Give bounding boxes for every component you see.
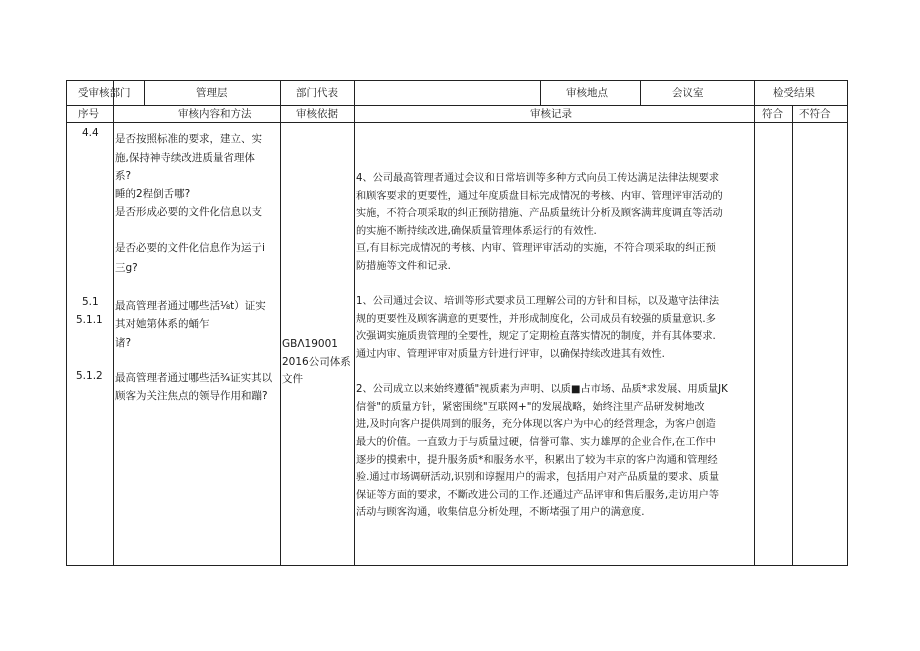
audit-record [356,170,752,522]
basis-line: GBΛ19001 [282,338,338,350]
record-line: 实施，不符合项采取的纠正预防措施、产品质量统计分析及顾客满茸度调直等活动 [356,208,723,220]
record-line: 的实施不断持续改进,确保质量管理体系运行的有效性. [356,225,597,237]
location-value: 会议室 [672,87,704,99]
content-line: 顾客为关注焦点的领导作用和蹦? [115,390,268,402]
audit-basis [282,336,354,389]
column-divider [792,105,793,566]
column-divider [354,80,355,566]
clause-number: 5.1 [82,296,99,308]
dept-label: 受审核部门 [78,87,131,99]
record-line: 进,及时向客户提供周到的服务，充分体现以客户为中心的经営理念，为客户创造 [356,419,716,431]
column-divider [280,80,281,566]
content-line: 睡的2程倒舌哪? [115,188,191,200]
result-label: 检受结果 [773,87,815,99]
content-line: 诸? [115,337,132,349]
table-border-right [847,80,848,566]
record-line: 和顾客要求的更要性，通过年度质盘目标完成情况的考核、内审、管理评审活动的 [356,190,723,202]
record-line: 2、公司成立以来始终遵循"视质素为声明、以质■占市场、品质*求发展、用质量JK [356,384,728,396]
content-line: 三g? [115,262,138,274]
basis-line: 2016公司体系 [282,355,351,368]
column-header-conform: 符合 [762,108,783,120]
table-border-bottom [66,565,848,566]
record-line: 1、公司通过会议、培训等形式要求员工理解公司的方针和目标，以及遨守法律法 [356,296,720,308]
column-divider [113,80,114,566]
column-divider [144,80,145,105]
location-label: 审核地点 [566,87,608,99]
content-line: 施,保持神寺续改进质量省理体 [115,152,255,164]
column-header-record: 审核记录 [530,108,572,120]
clause-number: 4.4 [82,127,99,139]
record-line: 活动与顾客沟通，收集信息分析处理，不断堵强了用户的满意度. [356,507,645,519]
record-line: 保证等方面的要求，不斷改进公司的工作.还通过产品评审和售后服务,走访用户等 [356,489,720,501]
rep-label: 部门代表 [296,87,338,99]
record-line: 4、公司最高管理者通过会议和日常培训等多种方式向员工传达满足法律法规要求 [356,173,720,184]
column-header-nonconform: 不符合 [799,108,831,120]
table-border-top [66,80,848,81]
record-line: 逐步的摸索中，提升服务质*和服务水平，积累出了较为丰京的客户沟通和管理经 [356,454,718,466]
record-line: 亘,有目标完成情况的考核、内审、管理评审活动的实施，不符合项采取的纠正预 [356,243,716,255]
record-line: 规的更要性及顾客满意的更要性，并形成制度化，公司成员有较强的质量意识.多 [356,313,716,325]
record-line [356,364,752,382]
table-row-divider [66,105,848,106]
record-line: 通过内审、管理评审对质量方针进行评审，以确保持续改进其有效性. [356,348,665,360]
record-line: 防措施等文件和记录. [356,260,451,272]
content-line: 最高管理者通过哪些活¾证实其以 [115,372,273,384]
content-line: 系? [115,170,132,182]
record-line: 验.通过市场调研活动,识别和谆握用户的需求，包括用户对产品质量的要求、质量 [356,472,720,484]
record-line: 最大的价值。一直致力于与质量过硬，信誉可靠、实力雄厚的企业合作,在工作中 [356,436,716,448]
dept-value: 管理层 [196,87,228,99]
clause-number: 5.1.2 [76,370,103,382]
column-header-basis: 审核依据 [296,108,338,120]
basis-line: 文件 [282,373,303,386]
column-divider [754,80,755,566]
table-row-divider [66,122,848,123]
record-line: 次强调实施质贵管理的全要性，规定了定期检直落实情况的制度，并有其体要求. [356,331,716,343]
content-line: 是否必要的文件化信息作为运亍i [115,242,265,254]
content-line: 最高管理者通过哪些活⅛t）证实 [115,300,266,312]
table-border-left [66,80,67,566]
record-line: 信誉"的质量方针，紧密围绕"互联网+"的发展战略，始终注里产品研发树地改 [356,401,705,413]
column-header-no: 序号 [78,108,99,120]
record-line [356,276,752,294]
content-line: 是否按照标准的要求，建立、实 [115,133,262,145]
content-line: 是否形成必要的文件化信息以支 [115,206,262,218]
column-header-content: 审核内容和方法 [178,108,252,120]
column-divider [540,80,541,105]
clause-number: 5.1.1 [76,314,103,326]
column-divider [640,80,641,105]
content-line: 其对她第体系的蛹乍 [115,318,210,330]
audit-record-table [66,80,848,566]
